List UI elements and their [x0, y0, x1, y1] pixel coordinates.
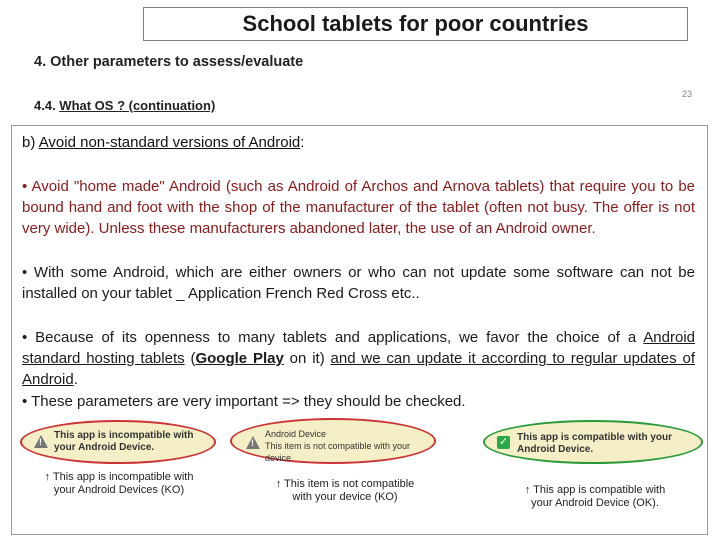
p3-period: .: [73, 371, 78, 388]
point-b-label: b): [22, 134, 39, 151]
compatible-app-line1: This app is compatible with your: [517, 432, 673, 443]
point-b-text: Avoid non-standard versions of Android: [38, 134, 301, 151]
compatible-app-caption-line1: ↑ This app is compatible with: [524, 484, 666, 496]
paragraph-homemade-android: • Avoid "home made" Android (such as Android of Archos and Arnova tablets) that require you to be bound hand and foot with the shop of the manufacturer of the tablet (often not busy. The offer is not very wide). Unless these manufacturers abandoned later, the use of an Android owner.: [22, 178, 695, 237]
incompatible-item-caption: [250, 478, 440, 504]
warning-icon: [246, 436, 260, 449]
incompatible-app-caption-line1: ↑ This app is incompatible with: [44, 471, 194, 483]
paragraph-owner-android: • With some Android, which are either owners or who can not update some software can not be installed on your tablet _ Application French Red Cross etc..: [22, 264, 695, 302]
incompatible-app-caption-line2: your Android Devices (KO): [53, 484, 185, 496]
incompatible-item-line1: Android Device: [265, 429, 327, 439]
p3-regular-updates: and we can update it according to regular updates of Android: [22, 350, 695, 388]
incompatible-app-text: [54, 430, 193, 454]
p3-standard-tablets: Android standard hosting tablets: [22, 329, 695, 367]
incompatible-app-screenshot: [20, 420, 216, 464]
subsection-heading: [34, 98, 215, 113]
p3-intro: • Because of its openness to many tablets and applications, we favor the choice of a: [22, 329, 644, 346]
point-b-heading: [22, 134, 304, 151]
subsection-prefix: 4.4.: [34, 98, 60, 113]
compatible-app-line2: Android Device.: [517, 444, 594, 455]
p3-on-it: on it): [283, 350, 331, 367]
p3-paren-open: (: [184, 350, 196, 367]
check-icon: ✓: [498, 436, 509, 448]
subsection-title: What OS ? (continuation): [59, 98, 216, 113]
incompatible-app-line2: your Android Device.: [54, 442, 155, 453]
incompatible-item-caption-line1: ↑ This item is not compatible: [275, 478, 415, 490]
incompatible-item-screenshot: [230, 418, 436, 464]
point-b-suffix: :: [300, 134, 305, 151]
compatible-app-text: [517, 432, 672, 456]
paragraph-check-parameters: • These parameters are very important => they should be checked.: [22, 393, 466, 410]
p3-google-play: Google Play: [195, 350, 284, 367]
incompatible-app-caption: [24, 471, 214, 497]
slide-title: School tablets for poor countries: [143, 7, 688, 41]
compatible-app-caption-line2: your Android Device (OK).: [531, 497, 659, 509]
compatible-app-screenshot: [483, 420, 703, 464]
warning-icon: [34, 435, 48, 448]
incompatible-item-caption-line2: with your device (KO): [292, 491, 398, 503]
page-number: 23: [682, 89, 693, 99]
paragraph-standard-android: [22, 327, 695, 390]
section-heading: 4. Other parameters to assess/evaluate: [34, 54, 304, 70]
incompatible-app-line1: This app is incompatible with: [54, 430, 194, 441]
incompatible-item-text: [265, 428, 434, 464]
incompatible-item-line2: This item is not compatible with your device: [265, 441, 411, 463]
compatible-app-caption: [495, 484, 695, 510]
